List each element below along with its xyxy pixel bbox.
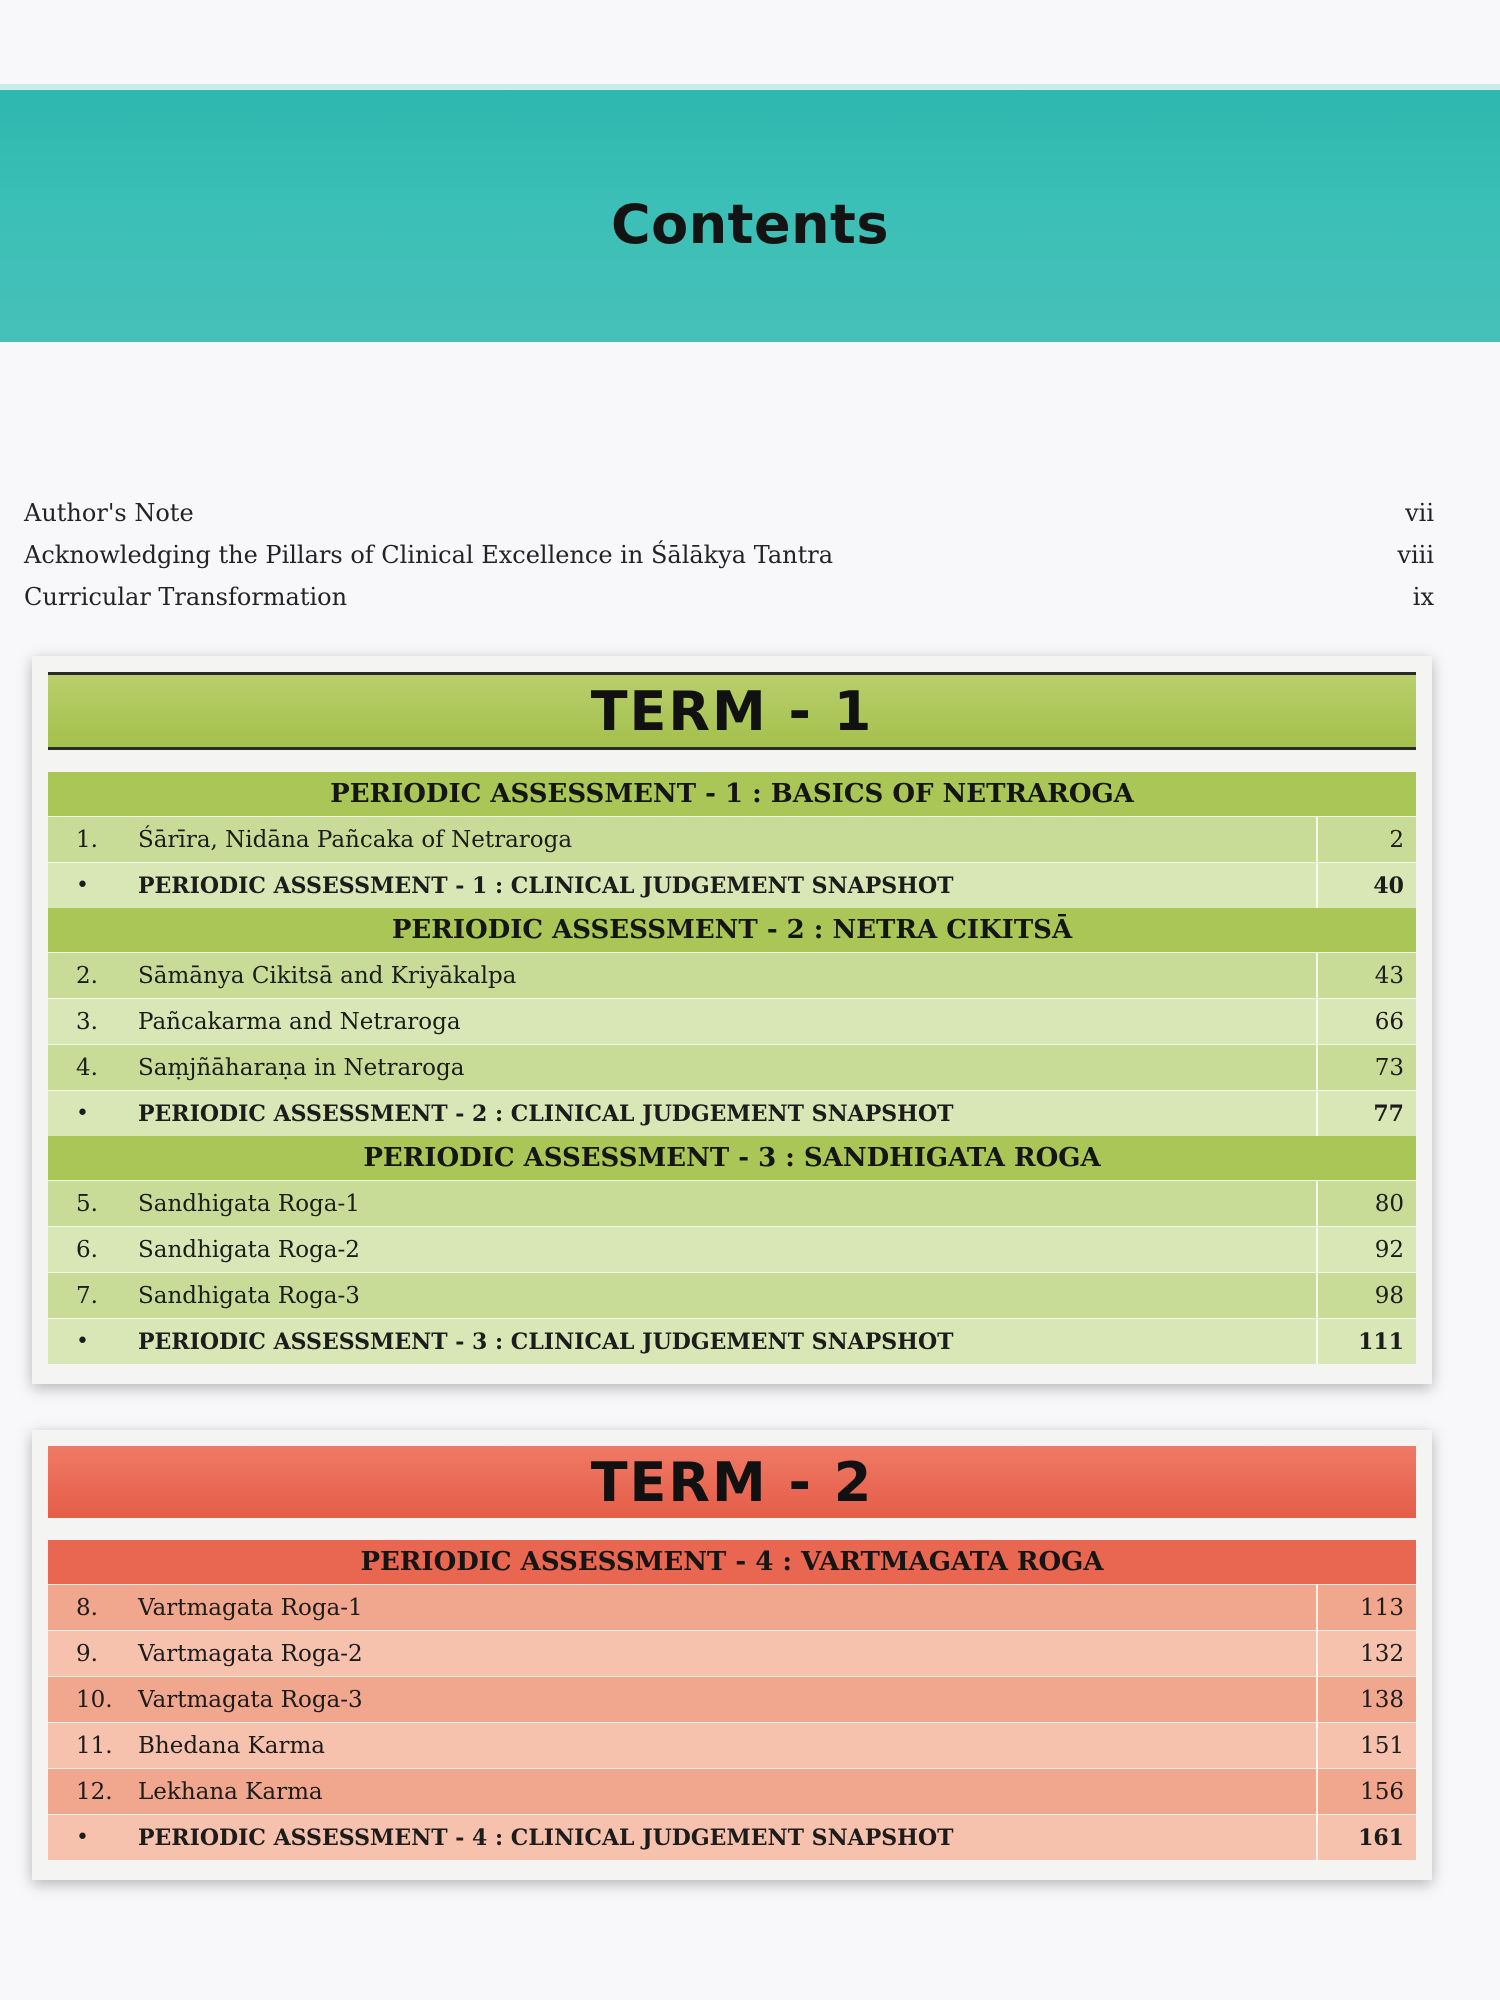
assessment-1-header: PERIODIC ASSESSMENT - 1 : BASICS OF NETRAROGA (48, 772, 1416, 816)
toc-row[interactable] (48, 998, 1416, 1044)
row-number: 3. (76, 1008, 98, 1035)
row-title: Lekhana Karma (138, 1778, 323, 1805)
assessment-3-header: PERIODIC ASSESSMENT - 3 : SANDHIGATA ROGA (48, 1136, 1416, 1180)
row-page: 73 (1316, 1045, 1416, 1090)
row-page: 98 (1316, 1273, 1416, 1318)
row-page: 80 (1316, 1181, 1416, 1226)
toc-row[interactable] (48, 952, 1416, 998)
row-title: PERIODIC ASSESSMENT - 4 : CLINICAL JUDGEMENT SNAPSHOT (138, 1824, 954, 1851)
row-page: 113 (1316, 1585, 1416, 1630)
front-matter-page: vii (1405, 499, 1434, 527)
front-matter-item[interactable] (24, 492, 1434, 534)
toc-row[interactable] (48, 1722, 1416, 1768)
toc-row[interactable] (48, 816, 1416, 862)
front-matter-item[interactable] (24, 534, 1434, 576)
contents-banner (0, 84, 1500, 342)
row-page: 40 (1316, 863, 1416, 908)
row-title: Sāmānya Cikitsā and Kriyākalpa (138, 962, 517, 989)
row-number: 4. (76, 1054, 98, 1081)
row-page: 151 (1316, 1723, 1416, 1768)
assessment-2-header: PERIODIC ASSESSMENT - 2 : NETRA CIKITSĀ (48, 908, 1416, 952)
row-title: Vartmagata Roga-3 (138, 1686, 363, 1713)
row-page: 138 (1316, 1677, 1416, 1722)
row-number: 9. (76, 1640, 98, 1667)
toc-row[interactable] (48, 1180, 1416, 1226)
row-title: Pañcakarma and Netraroga (138, 1008, 461, 1035)
row-bullet: • (76, 1825, 89, 1850)
term-1-panel (32, 656, 1432, 1384)
assessment-4-header: PERIODIC ASSESSMENT - 4 : VARTMAGATA ROGA (48, 1540, 1416, 1584)
front-matter-page: ix (1412, 583, 1434, 611)
row-page: 92 (1316, 1227, 1416, 1272)
row-title: Vartmagata Roga-1 (138, 1594, 363, 1621)
row-title: Śārīra, Nidāna Pañcaka of Netraroga (138, 826, 573, 853)
front-matter-title: Acknowledging the Pillars of Clinical Excellence in Śālākya Tantra (24, 541, 834, 569)
row-page: 132 (1316, 1631, 1416, 1676)
front-matter-list (24, 492, 1434, 618)
row-bullet: • (76, 1101, 89, 1126)
term-2-panel (32, 1430, 1432, 1880)
toc-row[interactable] (48, 1272, 1416, 1318)
row-number: 12. (76, 1778, 113, 1805)
row-title: Vartmagata Roga-2 (138, 1640, 363, 1667)
row-title: Bhedana Karma (138, 1732, 326, 1759)
front-matter-item[interactable] (24, 576, 1434, 618)
term-1-header: TERM - 1 (48, 672, 1416, 750)
row-page: 43 (1316, 953, 1416, 998)
toc-row[interactable] (48, 1630, 1416, 1676)
row-number: 1. (76, 826, 98, 853)
row-title: PERIODIC ASSESSMENT - 3 : CLINICAL JUDGEMENT SNAPSHOT (138, 1328, 954, 1355)
row-number: 8. (76, 1594, 98, 1621)
toc-row[interactable] (48, 1814, 1416, 1860)
row-bullet: • (76, 1329, 89, 1354)
row-number: 2. (76, 962, 98, 989)
row-page: 2 (1316, 817, 1416, 862)
front-matter-page: viii (1397, 541, 1434, 569)
toc-row[interactable] (48, 1044, 1416, 1090)
row-number: 7. (76, 1282, 98, 1309)
row-title: Saṃjñāharaṇa in Netraroga (138, 1054, 465, 1081)
toc-row[interactable] (48, 1318, 1416, 1364)
row-page: 77 (1316, 1091, 1416, 1136)
row-page: 66 (1316, 999, 1416, 1044)
toc-row[interactable] (48, 1090, 1416, 1136)
row-number: 6. (76, 1236, 98, 1263)
row-title: Sandhigata Roga-2 (138, 1236, 360, 1263)
row-page: 161 (1316, 1815, 1416, 1860)
row-page: 156 (1316, 1769, 1416, 1814)
row-page: 111 (1316, 1319, 1416, 1364)
row-number: 11. (76, 1732, 113, 1759)
row-title: Sandhigata Roga-1 (138, 1190, 360, 1217)
page-title: Contents (610, 193, 889, 256)
toc-row[interactable] (48, 1768, 1416, 1814)
front-matter-title: Author's Note (24, 499, 194, 527)
row-title: Sandhigata Roga-3 (138, 1282, 360, 1309)
row-number: 5. (76, 1190, 98, 1217)
row-title: PERIODIC ASSESSMENT - 2 : CLINICAL JUDGEMENT SNAPSHOT (138, 1100, 954, 1127)
toc-row[interactable] (48, 1676, 1416, 1722)
toc-row[interactable] (48, 862, 1416, 908)
row-number: 10. (76, 1686, 113, 1713)
toc-row[interactable] (48, 1584, 1416, 1630)
front-matter-title: Curricular Transformation (24, 583, 348, 611)
term-2-header: TERM - 2 (48, 1446, 1416, 1518)
toc-row[interactable] (48, 1226, 1416, 1272)
row-title: PERIODIC ASSESSMENT - 1 : CLINICAL JUDGEMENT SNAPSHOT (138, 872, 954, 899)
row-bullet: • (76, 873, 89, 898)
